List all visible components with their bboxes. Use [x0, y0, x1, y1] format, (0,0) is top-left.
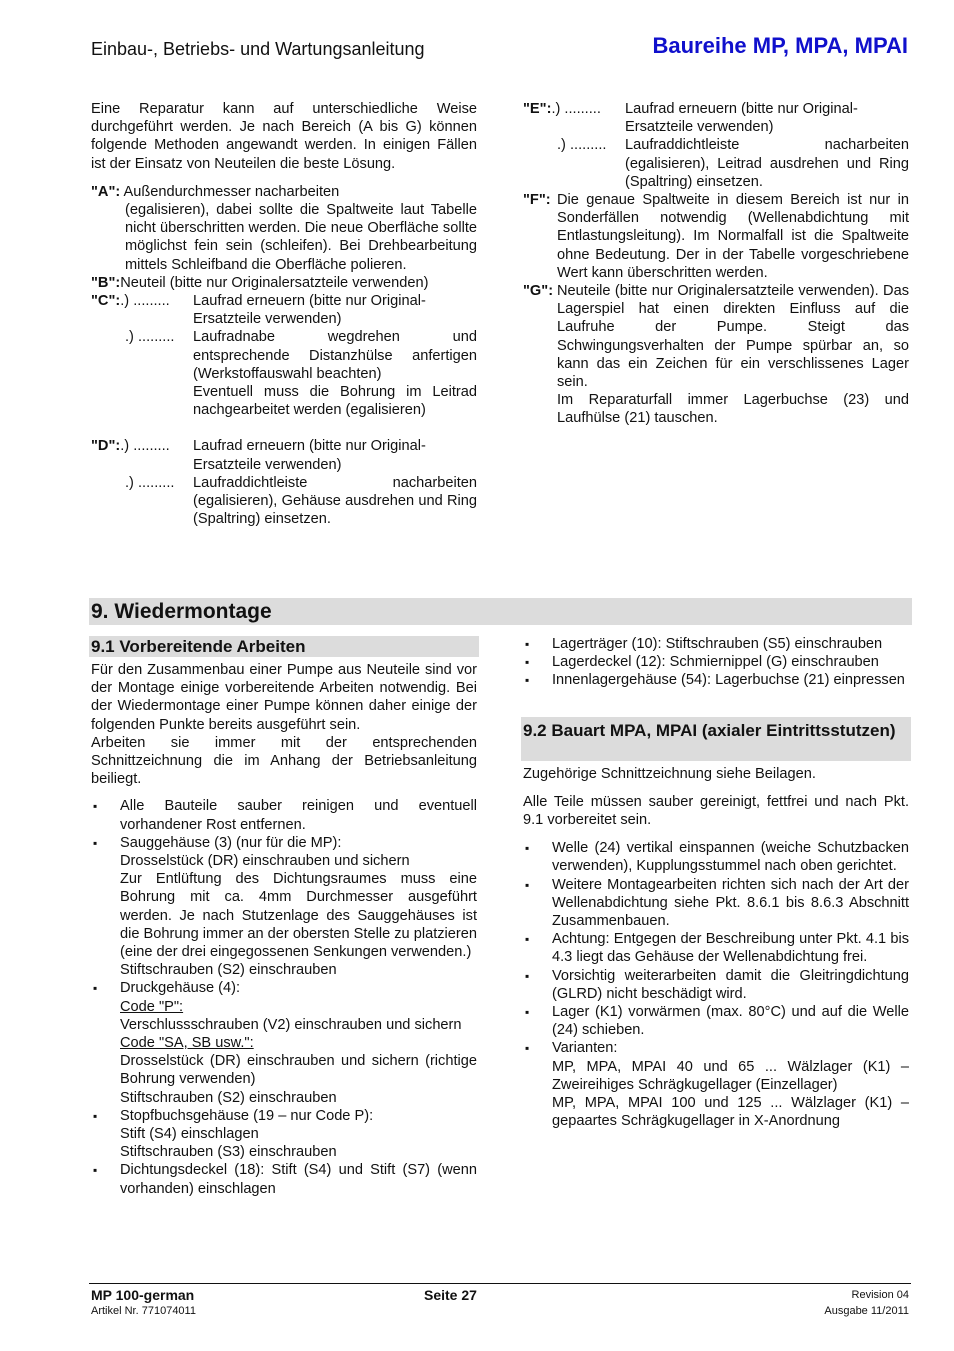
b3-code-sa: Code "SA, SB usw.":	[120, 1035, 254, 1052]
list-item: ▪ Lagerdeckel (12): Schmiernippel (G) einschrauben	[523, 653, 909, 671]
b2-line-2: Drosselstück (DR) einschrauben und sichern	[120, 853, 410, 870]
item-e1	[523, 100, 909, 136]
c6-line-1: ▪ Varianten:	[552, 1040, 618, 1057]
item-a-text: (egalisieren), dabei sollte die Spaltweite laut Tabelle nicht überschritten werden. Die neue Oberfläche sollte möglichst fein sein (schleifen). Bei Drehbearbeitung mittels Schleifband die Oberfläche polieren.	[125, 202, 477, 273]
item-d2-dots: .) .........	[125, 474, 175, 491]
item-c2	[91, 328, 477, 419]
item-e2	[523, 136, 909, 191]
list-item: ▪ Vorsichtig weiterarbeiten damit die Gleitringdichtung (GLRD) nicht beschädigt wird.	[523, 967, 909, 1003]
item-e-label: "E":	[523, 101, 552, 117]
b4-line-3: Stiftschrauben (S3) einschrauben	[120, 1144, 337, 1161]
item-g-text: Neuteile (bitte nur Originalersatzteile verwenden). Das Lagerspiel hat einen direkten Einfluss auf die Laufruhe der Pumpe. Steigt das Schwingungsverhalten der Pumpe spürbar an, so kann das ein Zeichen für ein verschlissenes Lager sein.	[557, 283, 909, 391]
item-b-label: "B":	[91, 274, 121, 291]
item-g-label: "G":	[523, 283, 554, 300]
repair-right-column	[523, 100, 909, 428]
item-e1-dots: .) .........	[551, 101, 601, 117]
s92-paragraph-1: Zugehörige Schnittzeichnung siehe Beilagen.	[523, 765, 816, 782]
item-b	[91, 274, 477, 292]
item-c2-dots: .) .........	[125, 329, 175, 346]
item-d2	[91, 474, 477, 529]
item-c-label: "C":	[91, 293, 121, 310]
b3-line-1: ▪ Druckgehäuse (4):	[120, 980, 241, 997]
c6-line-3: MP, MPA, MPAI 100 und 125 ... Wälzlager (K1) – gepaartes Schrägkugellager in X-Anordnung	[552, 1095, 909, 1130]
item-b-text: Neuteil (bitte nur Originalersatzteile verwenden)	[120, 274, 429, 291]
item-c1-text: Laufrad erneuern (bitte nur Original-Ersatzteile verwenden)	[193, 293, 426, 328]
footer-revision: Revision 04	[851, 1289, 909, 1301]
b2-line-4: Stiftschrauben (S2) einschrauben	[120, 962, 337, 979]
item-a-label: "A":	[91, 183, 121, 200]
b3-line-3: Drosselstück (DR) einschrauben und sichern (richtige Bohrung verwenden)	[120, 1053, 477, 1088]
list-item: ▪ Welle (24) vertikal einspannen (weiche Schutzbacken verwenden), Kupplungsstummel nach oben gerichtet.	[523, 839, 909, 875]
c6-line-2: MP, MPA, MPAI 40 und 65 ... Wälzlager (K1) – Zweireihiges Schrägkugellager (Einzellager)	[552, 1058, 909, 1093]
s92-title: 9.2 Bauart MPA, MPAI (axialer Eintrittsstutzen)	[523, 720, 896, 740]
s91-paragraph-2: Arbeiten sie immer mit der entsprechenden Schnittzeichnung die im Anhang der Betriebsanleitung beiliegt.	[91, 734, 477, 788]
item-f-label: "F":	[523, 192, 551, 209]
item-f-text: Die genaue Spaltweite in diesem Bereich ist nur in Sonderfällen notwendig (Wellenabdichtung mit Entlastungsleitung). Im Normalfall ist die Spaltweite ohne Bedeutung. Der in der Tabelle vorgeschriebene Wert kann überschritten werden.	[557, 192, 909, 281]
list-item	[91, 979, 477, 1106]
header-title: Einbau-, Betriebs- und Wartungsanleitung	[91, 39, 425, 59]
footer-doc: MP 100-german	[91, 1287, 195, 1303]
item-d1-dots: .) .........	[120, 438, 170, 455]
footer-edition: Ausgabe 11/2011	[824, 1305, 909, 1317]
item-f	[523, 191, 909, 282]
item-e2-dots: .) .........	[557, 137, 607, 154]
footer-rule	[89, 1283, 911, 1284]
s91-list-continued	[523, 635, 909, 690]
b4-line-2: Stift (S4) einschlagen	[120, 1126, 259, 1143]
section-title: 9. Wiedermontage	[91, 600, 272, 623]
list-item: ▪ Lagerträger (10): Stiftschrauben (S5) einschrauben	[523, 635, 909, 653]
repair-intro: Eine Reparatur kann auf unterschiedliche Weise durchgeführt werden. Je nach Bereich (A bis G) können folgende Methoden angewandt werden. In einigen Fällen ist der Einsatz von Neuteilen die beste Lösung.	[91, 101, 477, 172]
list-item: ▪ Innenlagergehäuse (54): Lagerbuchse (21) einpressen	[523, 671, 909, 689]
repair-left-column	[91, 100, 477, 528]
list-item	[523, 1039, 909, 1130]
s92-paragraph-2: Alle Teile müssen sauber gereinigt, fettfrei und nach Pkt. 9.1 vorbereitet sein.	[523, 793, 909, 829]
s91-title: 9.1 Vorbereitende Arbeiten	[91, 637, 306, 656]
b4-line-1: ▪ Stopfbuchsgehäuse (19 – nur Code P):	[120, 1107, 374, 1124]
item-d1-text: Laufrad erneuern (bitte nur Original-Ersatzteile verwenden)	[193, 438, 426, 473]
footer-article: Artikel Nr. 771074011	[91, 1305, 196, 1317]
b2-line-1: ▪ Sauggehäuse (3) (nur für die MP):	[120, 834, 342, 851]
item-g-text2: Im Reparaturfall immer Lagerbuchse (23) und Laufhülse (21) tauschen.	[557, 392, 909, 427]
b3-line-2: Verschlussschrauben (V2) einschrauben und sichern	[120, 1016, 462, 1033]
section-band	[89, 598, 912, 625]
b3-line-4: Stiftschrauben (S2) einschrauben	[120, 1089, 337, 1106]
s91-column	[91, 636, 477, 1198]
s92-band	[521, 717, 911, 761]
list-item: ▪ Alle Bauteile sauber reinigen und eventuell vorhandener Rost entfernen.	[91, 797, 477, 833]
s91-paragraph-1: Für den Zusammenbau einer Pumpe aus Neuteile sind vor der Montage einige vorbereitende Arbeiten notwendig. Bei der Wiedermontage einer Pumpe können daher einige der folgenden Punkte bereits ausgeführt sein.	[91, 662, 477, 733]
item-g	[523, 282, 909, 428]
list-item: ▪ Achtung: Entgegen der Beschreibung unter Pkt. 4.1 bis 4.3 liegt das Gehäuse der Wellenabdichtung frei.	[523, 930, 909, 966]
item-c1	[91, 292, 477, 328]
list-item: ▪ Lager (K1) vorwärmen (max. 80°C) und auf die Welle (24) schieben.	[523, 1003, 909, 1039]
s92-list	[523, 839, 909, 1130]
item-c2-text2: Eventuell muss die Bohrung im Leitrad nachgearbeitet werden (egalisieren)	[193, 384, 477, 419]
item-e2-text: Laufraddichtleiste nacharbeiten (egalisieren), Leitrad ausdrehen und Ring (Spaltring) einsetzen.	[625, 137, 909, 190]
footer-page: Seite 27	[424, 1287, 477, 1303]
series-title: Baureihe MP, MPA, MPAI	[652, 33, 908, 58]
list-item: ▪ Weitere Montagearbeiten richten sich nach der Art der Wellenabdichtung siehe Pkt. 8.6.1 bis 8.6.3 Abschnitt Zusammenbauen.	[523, 876, 909, 931]
s92-column	[523, 635, 909, 1130]
item-a-first: Außendurchmesser nacharbeiten	[123, 183, 340, 200]
item-c2-text: Laufradnabe wegdrehen und entsprechende Distanzhülse anfertigen (Werkstoffauswahl beachten)	[193, 329, 477, 382]
item-a	[91, 183, 477, 274]
item-d-label: "D":	[91, 438, 121, 455]
list-item	[91, 1107, 477, 1162]
item-c1-dots: .) .........	[120, 293, 170, 310]
s91-band	[89, 636, 479, 657]
item-d1	[91, 437, 477, 473]
item-e1-text: Laufrad erneuern (bitte nur Original-Ersatzteile verwenden)	[625, 101, 858, 136]
b3-code-p: Code "P":	[120, 998, 184, 1015]
s91-list	[91, 797, 477, 1197]
list-item	[91, 834, 477, 980]
list-item: ▪ Dichtungsdeckel (18): Stift (S4) und Stift (S7) (wenn vorhanden) einschlagen	[91, 1161, 477, 1197]
b2-line-3: Zur Entlüftung des Dichtungsraumes muss eine Bohrung mit ca. 4mm Durchmesser ausgeführt werden. Je nach Stutzenlage des Sauggehäuses ist die Bohrung immer an der obersten Stelle zu platzieren (eine der drei eingegossenen Senkungen verwenden.)	[120, 871, 477, 961]
item-d2-text: Laufraddichtleiste nacharbeiten (egalisieren), Gehäuse ausdrehen und Ring (Spaltring) einsetzen.	[193, 474, 477, 528]
